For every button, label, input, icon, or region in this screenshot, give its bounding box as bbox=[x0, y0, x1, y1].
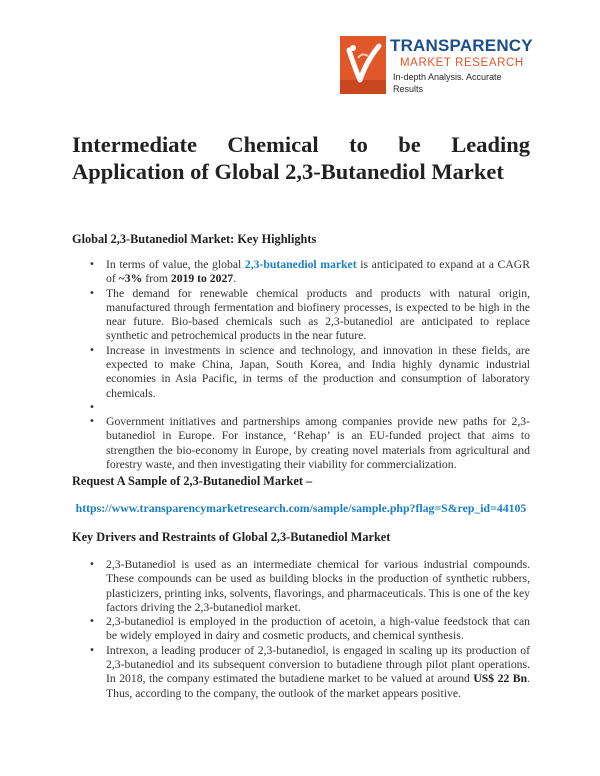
bullet-text: . bbox=[233, 272, 237, 286]
bullet-text: In terms of value, the global bbox=[106, 258, 245, 271]
logo-subname: MARKET RESEARCH bbox=[400, 57, 524, 69]
list-item bbox=[72, 258, 530, 287]
list-spacer bbox=[72, 401, 530, 415]
list-item: • The demand for renewable chemical products and products with natural origin, manufactured through fermentation and biofinery processes, is expected to be high in the near future. Bio-based chemicals such as 2,3-butanediol are anticipated to replace synthetic and petrochemical products in the near future. bbox=[72, 287, 530, 344]
sample-url-link[interactable]: https://www.transparencymarketresearch.com/sample/sample.php?flag=S&rep_id=44105 bbox=[75, 501, 527, 515]
sample-heading: Request A Sample of 2,3-Butanediol Market – bbox=[72, 474, 313, 488]
bullet-text: Intrexon, a leading producer of 2,3-butanediol, is engaged in scaling up its production of 2,3-butanediol and its subsequent conversion to butadiene through pilot plant operations. In 2018, the company estimated the butadiene market to be valued at around bbox=[106, 643, 530, 686]
list-item: • Increase in investments in science and technology, and innovation in these fields, are expected to make China, Japan, South Korea, and India highly dynamic industrial economies in Asia Pacific, in terms of the production and consumption of laboratory chemicals. bbox=[72, 344, 530, 401]
forecast-years: 2019 to 2027 bbox=[170, 272, 234, 286]
highlights-list bbox=[72, 258, 530, 472]
drivers-list bbox=[72, 558, 530, 701]
company-logo bbox=[340, 36, 533, 100]
bullet-text: from bbox=[142, 272, 171, 286]
bullet-text: is anticipated to expand at a CAGR of bbox=[106, 258, 530, 286]
market-value: US$ 22 Bn bbox=[473, 672, 528, 686]
highlights-heading: Global 2,3-Butanediol Market: Key Highlights bbox=[72, 232, 317, 246]
bullet-text: . Thus, according to the company, the outlook of the market appears positive. bbox=[106, 672, 530, 700]
page-title bbox=[72, 131, 530, 185]
title-line-2: Application of Global 2,3-Butanediol Market bbox=[72, 159, 504, 184]
logo-mark-icon bbox=[340, 36, 386, 94]
list-item: • 2,3-Butanediol is used as an intermediate chemical for various industrial compounds. These compounds can be used as building blocks in the production of synthetic rubbers, plasticizers, printing inks, solvents, flavorings, and pharmaceuticals. This is one of the key factors driving the 2,3-butanediol market. bbox=[72, 558, 530, 615]
cagr-value: ~3% bbox=[118, 272, 143, 286]
title-line-1: Intermediate Chemical to be Leading bbox=[72, 132, 530, 157]
list-item bbox=[72, 644, 530, 701]
market-link[interactable]: 2,3-butanediol market bbox=[244, 258, 357, 271]
list-item: • 2,3-butanediol is employed in the production of acetoin, a high-value feedstock that can be widely employed in dairy and cosmetic products, and chemical synthesis. bbox=[72, 615, 530, 644]
drivers-heading: Key Drivers and Restraints of Global 2,3-Butanediol Market bbox=[72, 530, 391, 544]
list-item: • Government initiatives and partnerships among companies provide new paths for 2,3-butanediol in Europe. For instance, ‘Rehap’ is an EU-funded project that aims to strengthen the bio-economy in Europe, by creating novel materials from agricultural and forestry waste, and then investigating their viability for commercialization. bbox=[72, 415, 530, 472]
logo-tagline: In-depth Analysis. Accurate Results bbox=[393, 72, 502, 94]
logo-name: TRANSPARENCY bbox=[390, 36, 533, 55]
